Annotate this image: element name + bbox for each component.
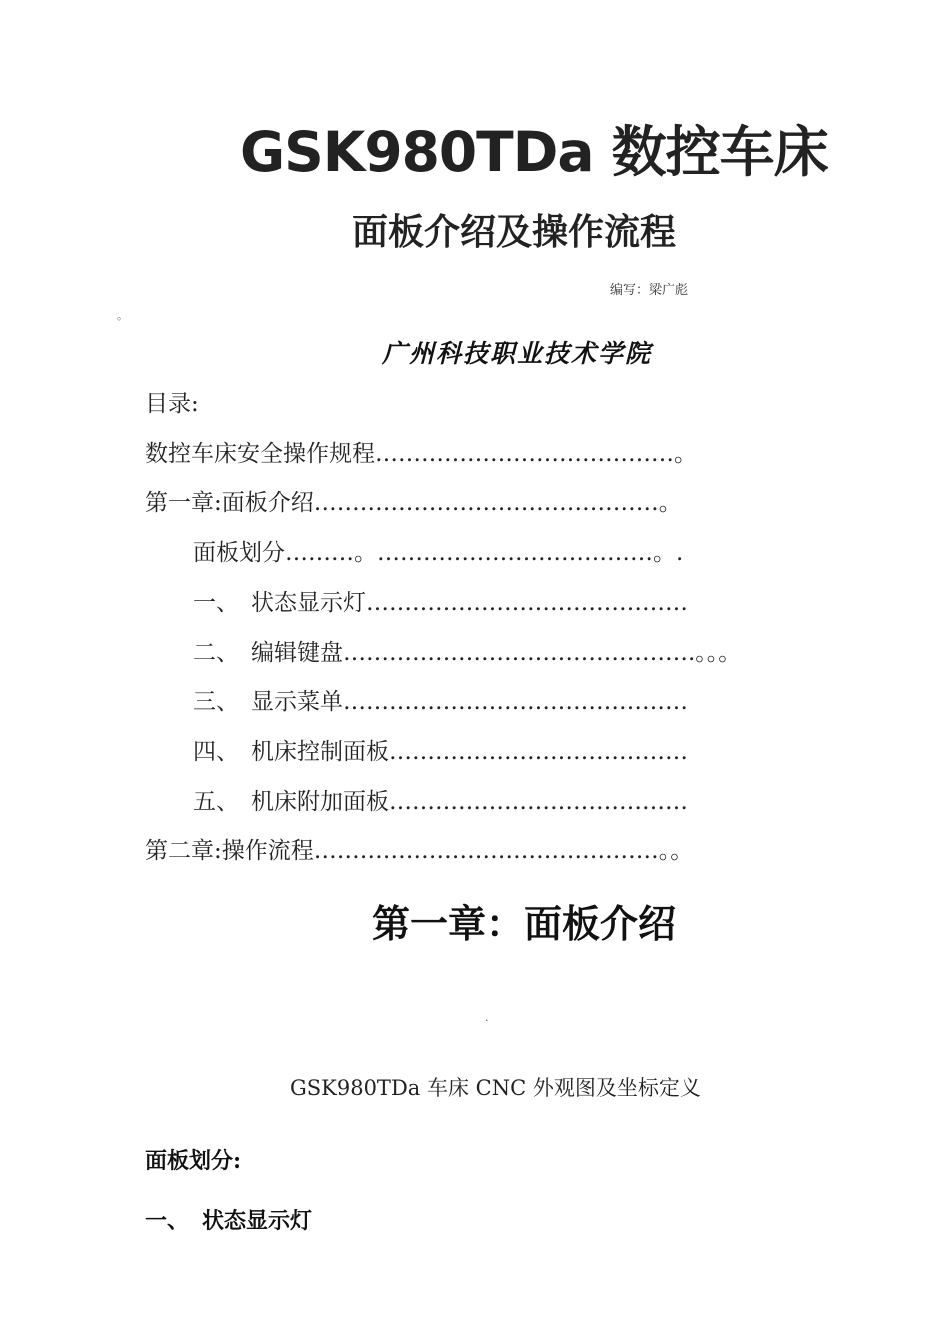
author-credit: 编写：梁广彪 — [610, 283, 689, 298]
chapter-heading: 第一章：面板介绍 — [372, 901, 677, 946]
toc-entry-text: 第二章:操作流程………………………………………。。 — [145, 838, 694, 864]
toc-entry-text: 数控车床安全操作规程…………………………………。 — [145, 441, 697, 467]
toc-entry-number: 四、 — [193, 739, 239, 765]
toc-entry-text: 机床附加面板………………………………… — [251, 789, 688, 815]
toc-entry-number: 三、 — [193, 689, 239, 715]
toc-entry-number: 五、 — [193, 789, 239, 815]
toc-entry-chapter-2 — [145, 832, 693, 865]
toc-entry-machine-extra-panel — [193, 783, 688, 816]
toc-entry-text: 编辑键盘……………………………………….。。。 — [251, 640, 742, 666]
toc-entry-edit-keyboard — [193, 634, 741, 667]
section-heading-status-lights — [145, 1204, 312, 1235]
school-name: 广州科技职业技术学院 — [382, 339, 653, 368]
toc-entry-machine-control-panel — [193, 733, 688, 766]
placeholder-mark: · — [485, 1014, 489, 1027]
toc-entry-display-menu — [193, 683, 688, 716]
toc-entry-text: 面板划分………。………………………………。. — [193, 540, 684, 566]
document-subtitle: 面板介绍及操作流程 — [352, 211, 677, 253]
stray-mark: 。 — [117, 309, 128, 322]
toc-entry-status-lights — [193, 584, 688, 617]
toc-entry-number: 一、 — [193, 590, 239, 616]
toc-heading: 目录: — [145, 391, 199, 417]
toc-entry-chapter-1 — [145, 484, 682, 517]
section-number: 一、 — [145, 1208, 190, 1234]
document-title: GSK980TDa 数控车床 — [240, 120, 828, 184]
toc-entry-panel-division — [193, 534, 683, 567]
toc-entry-number: 二、 — [193, 640, 239, 666]
toc-entry-text: 第一章:面板介绍………………………………………。 — [145, 490, 682, 516]
toc-entry-safety — [145, 435, 697, 468]
section-title: 状态显示灯 — [202, 1208, 313, 1234]
section-heading-panel-division: 面板划分: — [145, 1148, 242, 1174]
toc-entry-text: 显示菜单……………………………………… — [251, 689, 688, 715]
figure-caption: GSK980TDa 车床 CNC 外观图及坐标定义 — [290, 1076, 701, 1100]
toc-entry-text: 状态显示灯…………………………………… — [251, 590, 688, 616]
toc-entry-text: 机床控制面板………………………………… — [251, 739, 688, 765]
